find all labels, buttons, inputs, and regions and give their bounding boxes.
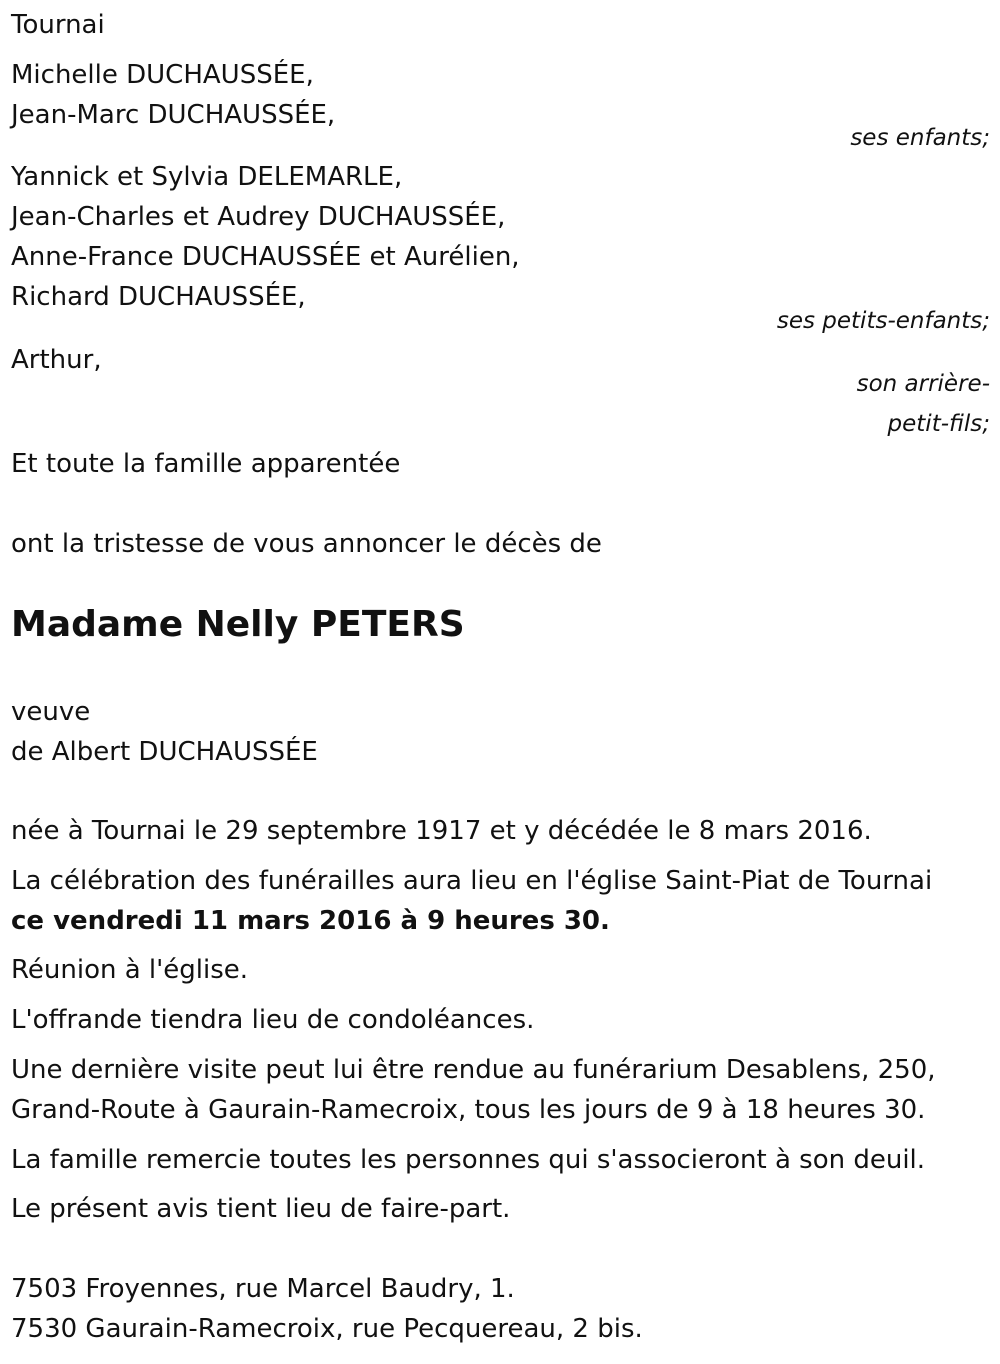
widow-status: veuve bbox=[11, 697, 91, 727]
meeting-line: Réunion à l'église. bbox=[11, 955, 249, 985]
great-grandchild-relation-line2: petit-fils; bbox=[887, 411, 990, 437]
birth-death-line: née à Tournai le 29 septembre 1917 et y décédée le 8 mars 2016. bbox=[11, 816, 872, 846]
family-line: Et toute la famille apparentée bbox=[11, 449, 401, 479]
grandchild-name: Jean-Charles et Audrey DUCHAUSSÉE, bbox=[11, 202, 506, 232]
child-name: Jean-Marc DUCHAUSSÉE, bbox=[11, 100, 336, 130]
children-relation: ses enfants; bbox=[850, 125, 990, 151]
visit-line: Grand-Route à Gaurain-Ramecroix, tous les jours de 9 à 18 heures 30. bbox=[11, 1095, 926, 1125]
announcement-line: ont la tristesse de vous annoncer le décès de bbox=[11, 529, 602, 559]
grandchild-name: Richard DUCHAUSSÉE, bbox=[11, 282, 306, 312]
ceremony-line: La célébration des funérailles aura lieu en l'église Saint-Piat de Tournai bbox=[11, 866, 933, 896]
address-line: 7503 Froyennes, rue Marcel Baudry, 1. bbox=[11, 1274, 515, 1304]
address-line: 7530 Gaurain-Ramecroix, rue Pecquereau, 2 bis. bbox=[11, 1314, 643, 1344]
great-grandchild-name: Arthur, bbox=[11, 345, 102, 375]
deceased-name: Madame Nelly PETERS bbox=[11, 604, 465, 645]
visit-line: Une dernière visite peut lui être rendue au funérarium Desablens, 250, bbox=[11, 1055, 936, 1085]
grandchild-name: Yannick et Sylvia DELEMARLE, bbox=[11, 162, 403, 192]
child-name: Michelle DUCHAUSSÉE, bbox=[11, 60, 314, 90]
thanks-line: La famille remercie toutes les personnes qui s'associeront à son deuil. bbox=[11, 1145, 926, 1175]
great-grandchild-relation-line1: son arrière- bbox=[856, 371, 990, 397]
grandchildren-relation: ses petits-enfants; bbox=[776, 308, 990, 334]
ceremony-date: ce vendredi 11 mars 2016 à 9 heures 30. bbox=[11, 906, 610, 936]
notice-line: Le présent avis tient lieu de faire-part. bbox=[11, 1194, 511, 1224]
header-city: Tournai bbox=[11, 10, 105, 40]
offering-line: L'offrande tiendra lieu de condoléances. bbox=[11, 1005, 535, 1035]
spouse-name: de Albert DUCHAUSSÉE bbox=[11, 737, 318, 767]
grandchild-name: Anne-France DUCHAUSSÉE et Aurélien, bbox=[11, 242, 520, 272]
